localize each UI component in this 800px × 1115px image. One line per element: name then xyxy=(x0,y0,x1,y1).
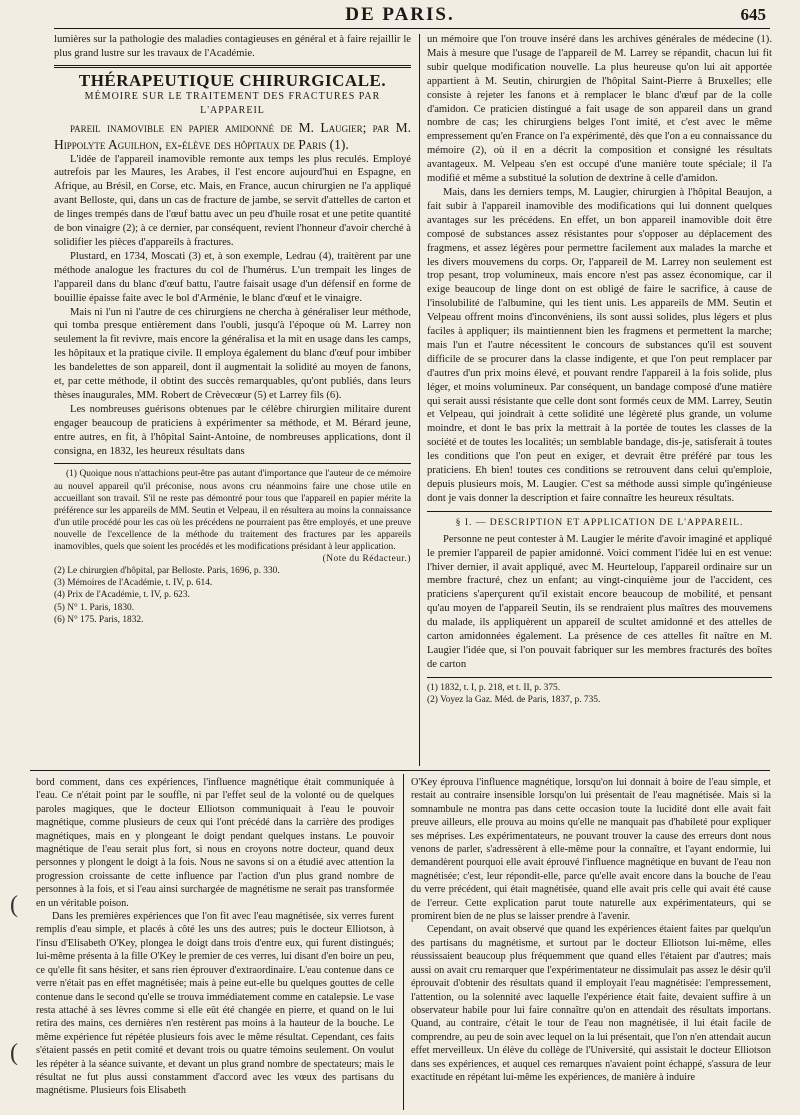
footnote: (1) 1832, t. I, p. 218, et t. II, p. 375. xyxy=(427,682,561,693)
running-head xyxy=(0,4,800,28)
footnote: (3) Mémoires de l'Académie, t. IV, p. 614. xyxy=(54,578,213,589)
footnote: (5) N° 1. Paris, 1830. xyxy=(54,602,135,613)
footnote: (2) Le chirurgien d'hôpital, par Belloste. Paris, 1696, p. 330. xyxy=(54,566,280,577)
article-paragraph: Plustard, en 1734, Moscati (3) et, à son exemple, Ledrau (4), traitèrent par une méthode analogue les fractures du col de l'humérus. L'un trempait les linges de l'appareil dans du blanc d'œuf battu, l'autre faisait usage d'un défensif en forme de bouillie épaisse faite avec le bol d'Arménie, le blanc d'œuf et le vinaigre. xyxy=(54,250,411,304)
memoir-heading-text: pareil inamovible en papier amidonné de M. Laugier; par M. Hippolyte Aguilhon, ex-élève des hôpitaux de Paris (1). xyxy=(54,119,411,152)
footnote: (6) N° 175. Paris, 1832. xyxy=(54,614,144,625)
section-title: THÉRAPEUTIQUE CHIRURGICALE. xyxy=(78,70,387,90)
section-subtitle: MÉMOIRE SUR LE TRAITEMENT DES FRACTURES PAR L'APPAREIL xyxy=(84,90,381,116)
margin-mark: ( xyxy=(10,892,18,918)
article-paragraph: Mais ni l'un ni l'autre de ces chirurgiens ne chercha à généraliser leur méthode, qui tomba presque entièrement dans l'oubli, jusqu'à l'époque où M. Larrey non seulement la fit revivre, mais encore la généralisa et la mit en usage dans les camps, les hôpitaux et la pratique civile. Il employa également du blanc d'œuf pour imbiber les bandelettes de son appareil, dont il augmentait la solidité au moyen de fanons, et, par cette méthode, il obtint des succès remarquables, qu'ont publiés, dans leurs thèses inaugurales, MM. Robert de Crèvecœur (5) et Larrey fils (6). xyxy=(54,306,411,401)
article-paragraph: un mémoire que l'on trouve inséré dans les archives générales de médecine (1). Mais à mesure que l'usage de l'appareil de M. Larrey se répandit, chacun lui fit subir quelque modification nouvelle. La plus heureuse qu'on lui ait apportée appartient à M. Seutin, chirurgien de l'hôpital Saint-Pierre à Bruxelles; elle consiste à rejeter les fanons et à remplacer le blanc d'œuf par de la colle d'amidon. Ce praticien distingué a fait usage de son appareil dans un grand nombre de cas; les chirurgiens belges l'ont imité, et c'est avec le même empressement qu'en France on l'a expérimenté, dès que l'on a eu connaissance du mémoire (2), où il en a décrit la composition et consigné les résultats avantageux. M. Velpeau s'en est occupé d'une manière toute spéciale; il l'a modifié et même a substitué la solution de dextrine à celle d'amidon. xyxy=(427,34,772,185)
editor-footnote: (1) Quoique nous n'attachions peut-être pas autant d'importance que l'auteur de ce mémoire au nouvel appareil qu'il préconise, nous avons cru néanmoins faire une chose utile en accueillant son travail. S'il ne reste pas démontré pour tous que l'appareil en papier mérite la préférence sur les appareils de MM. Seutin et Velpeau, il en résultera au moins la connaissance d'un utile procédé pour les cas où les précédens ne pourraient pas être employés, et une preuve nouvelle de l'excellence de la méthode du traitement des fractures par les appareils inamovibles, quels que soient les procédés et les modifications présidant à leur application. xyxy=(54,469,411,553)
article-paragraph: L'idée de l'appareil inamovible remonte aux temps les plus reculés. Employé autrefois par les Maures, les Arabes, il l'est encore aujourd'hui en Espagne, en Afrique, au Brésil, en Corse, etc. Mais, en France, aucun chirurgien ne l'a appliqué avant Belloste, qui, dans un cas de fracture de jambe, se servit d'attelles de carton et de linges trempés dans de l'œuf battu avec un peu d'huile rosat et une petite quantité de bon vinaigre (2); à ce dernier, par conséquent, revient l'honneur d'avoir cherché à solidifier les pièces d'appareils à fractures. xyxy=(54,153,411,248)
article-paragraph: Les nombreuses guérisons obtenues par le célèbre chirurgien militaire durent engager beaucoup de praticiens à expérimenter sa méthode, et M. Bérard jeune, entre autres, en fit, à l'hôpital Saint-Antoine, de nombreuses applications, dont il consigna, en 1832, les heureux résultats dans xyxy=(54,403,411,457)
feuilleton-paragraph: Dans les premières expériences que l'on fit avec l'eau magnétisée, six verres furent remplis d'eau simple, et placés à côté les uns des autres; puis le docteur Elliotson, à l'insu d'Elisabeth O'Key, plongea le doigt dans trois d'entre eux, qui furent distingués; lui-même présenta à la fille O'Key le premier de ces verres, lui disant d'en boire un peu, ce qu'elle fit sans hésiter, et sans rien éprouver d'extraordinaire. L'eau contenue dans ce verre n'était pas en effet magnétisée; mais à peine eut-elle bu quelques gouttes de celle contenue dans le second qu'elle se trouva immédiatement comme en catalepsie. Le vase resta attaché à ses lèvres comme si elle eût été changée en pierre, et quand on le lui retira des mains, ces dernières n'en restèrent pas moins à la hauteur de la bouche. Le même expérience fut répétée plusieurs fois avec le même résultat. Cependant, ces faits s'étaient passés en petit comité et devant trois ou quatre témoins seulement. On voulut les répéter à la séance suivante, et devant un plus grand nombre de spectateurs; mais le résultat ne fut plus aussi constamment d'accord avec les vœux des partisans du magnétisme. Plusieurs fois Elisabeth xyxy=(36,911,394,1097)
article-paragraph: Personne ne peut contester à M. Laugier le mérite d'avoir imaginé et appliqué le premier l'appareil de papier amidonné. Voici comment l'idée lui en est venue: l'hiver dernier, il avait appliqué, avec M. Heurteloup, l'appareil ordinaire sur un membre fracturé, chez un enfant; au vingt-cinquième jour de l'accident, ces praticiens s'aperçurent qu'il existait encore beaucoup de mobilité, et pensant qu'au moyen de l'appareil Seutin, ils se rendraient plus maîtres des mouvemens du malade, ils appliquèrent un appareil de scultet amidonné et des attelles de carton amidonnées également. La présence de ces attelles fit naître en M. Laugier l'idée que, si l'on pouvait fabriquer sur les membres fracturés des boîtes de carton xyxy=(427,533,772,670)
intro-text: lumières sur la pathologie des maladies contagieuses en général et à faire rejaillir le plus grand lustre sur les travaux de l'Académie. xyxy=(54,34,411,59)
footnotes-left xyxy=(54,468,411,625)
feuilleton-divider xyxy=(30,770,770,771)
margin-mark: ( xyxy=(10,1040,18,1066)
page-number: 645 xyxy=(740,5,766,24)
column-divider-upper xyxy=(419,34,420,766)
column-divider-lower xyxy=(403,774,404,1110)
lower-right-column xyxy=(411,776,771,1084)
header-rule xyxy=(54,28,770,29)
subsection-heading: § I. — DESCRIPTION ET APPLICATION DE L'APPAREIL. xyxy=(455,516,744,528)
editor-signature: (Note du Rédacteur.) xyxy=(322,554,411,565)
feuilleton-paragraph: Cependant, on avait observé que quand les expériences étaient faites par quelqu'un des partisans du magnétisme, et surtout par le docteur Elliotson lui-même, elles réussissaient beaucoup plus fréquemment que quand elles l'étaient par d'autres; mais aussi on avait cru remarquer que l'expérimentateur ne dissimulait pas assez le désir qu'il éprouvait d'obtenir des résultats quand il employait l'eau magnétisée: l'empressement, l'attention, ou la solennité avec laquelle l'expérience était faite, devaient suffire à un observateur habile pour lui faire connaître qu'on en attendait des résultats importans. Quand, au contraire, c'était le tour de l'eau non magnétisée, il lui était facile de comprendre, au peu de soin avec lequel on la lui présentait, que l'on n'en attendait aucun effet merveilleux. Un élève du collège de l'Université, qui assistait le docteur Elliotson dans ses expériences, et auquel ces remarques n'avaient point échappé, s'assura de leur exactitude en répétant lui-même les expériences, de manière à induire xyxy=(411,924,771,1083)
memoir-heading xyxy=(54,119,411,153)
feuilleton-paragraph: O'Key éprouva l'influence magnétique, lorsqu'on lui donnait à boire de l'eau simple, et restait au contraire insensible lorsqu'on lui présentait de l'eau magnétisée. Mais si la somnambule ne montra pas dans cette occasion toute la lucidité dont elle avait fait preuve ailleurs, elle prouva au moins qu'elle ne manquait pas d'habileté pour expliquer ses méprises. Les expérimentateurs, ne pouvant trouver la cause des erreurs dont nous venons de parler, s'adressèrent à elle-même pour la connaître, et l'ayant endormie, lui demandèrent pourquoi elle avait éprouvé l'influence magnétique en buvant de l'eau non magnétisée; c'est, leur répondit-elle, parce qu'elle avait encore dans la bouche de l'eau du verre précédent, qui était magnétisée, quand elle avait pris celle qui avait été cause de l'erreur. Cette explication parut toute naturelle aux expérimentateurs, qui se promirent bien de ne plus se laisser prendre à l'avenir. xyxy=(411,777,771,923)
running-title: DE PARIS. xyxy=(345,4,455,25)
lower-left-column xyxy=(36,776,394,1098)
footnote-divider xyxy=(427,677,772,678)
footnote: (4) Prix de l'Académie, t. IV, p. 623. xyxy=(54,590,190,601)
footnote: (2) Voyez la Gaz. Méd. de Paris, 1837, p. 735. xyxy=(427,694,601,705)
upper-left-column xyxy=(54,33,411,626)
subsection-divider xyxy=(427,511,772,512)
section-divider xyxy=(54,65,411,68)
footnotes-right xyxy=(427,682,772,706)
feuilleton-paragraph: bord comment, dans ces expériences, l'influence magnétique était communiquée à l'eau. Ce n'était point par le souffle, ni par l'effet seul de la volonté ou de quelques paroles magiques, que le docteur Elliotson communiquait à l'eau le pouvoir magnétique, comme plusieurs de ceux qui l'ont précédé dans la carrière des prodiges magnétiques, mais en y plongeant le doigt pendant quelques instans. Le pouvoir magnétique de l'eau serait plus fort, si nous en croyons notre docteur, quand deux personnes y plongent le doigt à la fois. Nous ne savons si on a étudié avec attention la progression croissante de cette influence par l'action d'un plus grand nombre de personnes à la fois, et si l'eau ainsi surchargée de magnétisme ne serait pas transformée en un véritable poison. xyxy=(36,777,394,909)
upper-right-column xyxy=(427,33,772,706)
footnote-divider xyxy=(54,463,411,464)
article-paragraph: Mais, dans les derniers temps, M. Laugier, chirurgien à l'hôpital Beaujon, a fait subir à l'appareil inamovible des modifications qui lui donnent quelques avantages sur les précédens. En effet, un bon appareil inamovible doit être composé de substances assez résistantes pour s'opposer au déplacement des fragmens, et assez légères pour permettre facilement aux malades la marche et les divers mouvemens du corps. Or, l'appareil de M. Larrey non seulement est trop pesant, trop volumineux, mais encore n'est pas assez économique, car il exige beaucoup de linge dont on est obligé de faire le sacrifice, à cause de l'insolubilité de l'albumine, qui les tient unis. Les appareils de MM. Seutin et Velpeau offrent moins d'inconvéniens, ils sont aussi solides, plus légers et plus faciles à appliquer; ils maintiennent bien les fragmens et permettent la marche; mais l'un et l'autre nécessitent le concours de substances qu'il est souvent difficile de se procurer dans la classe indigente, et que l'on peut remplacer par d'autres d'un prix moins élevé, et pouvant rendre l'appareil à la fois solide, plus léger, et moins volumineux. Par conséquent, un bandage composé d'une matière qui serait aussi résistante que celle dont sont formés ceux de MM. Larrey, Seutin et Velpeau, qui joindrait à cette solidité une légèreté plus grande, un volume moindre, et dont le bas prix la mettrait à la portée de toutes les classes de la société et de toutes les localités; un semblable bandage, dis-je, satisferait à toutes les conditions que l'on peut en exiger, et devrait être préféré par tous les praticiens. Eh bien! toutes ces conditions se retrouvent dans celui qu'emploie, depuis plusieurs mois, M. Laugier. C'est sa méthode aussi simple qu'ingénieuse dont je vais donner la description et faire connaître les heureux résultats. xyxy=(427,186,772,504)
